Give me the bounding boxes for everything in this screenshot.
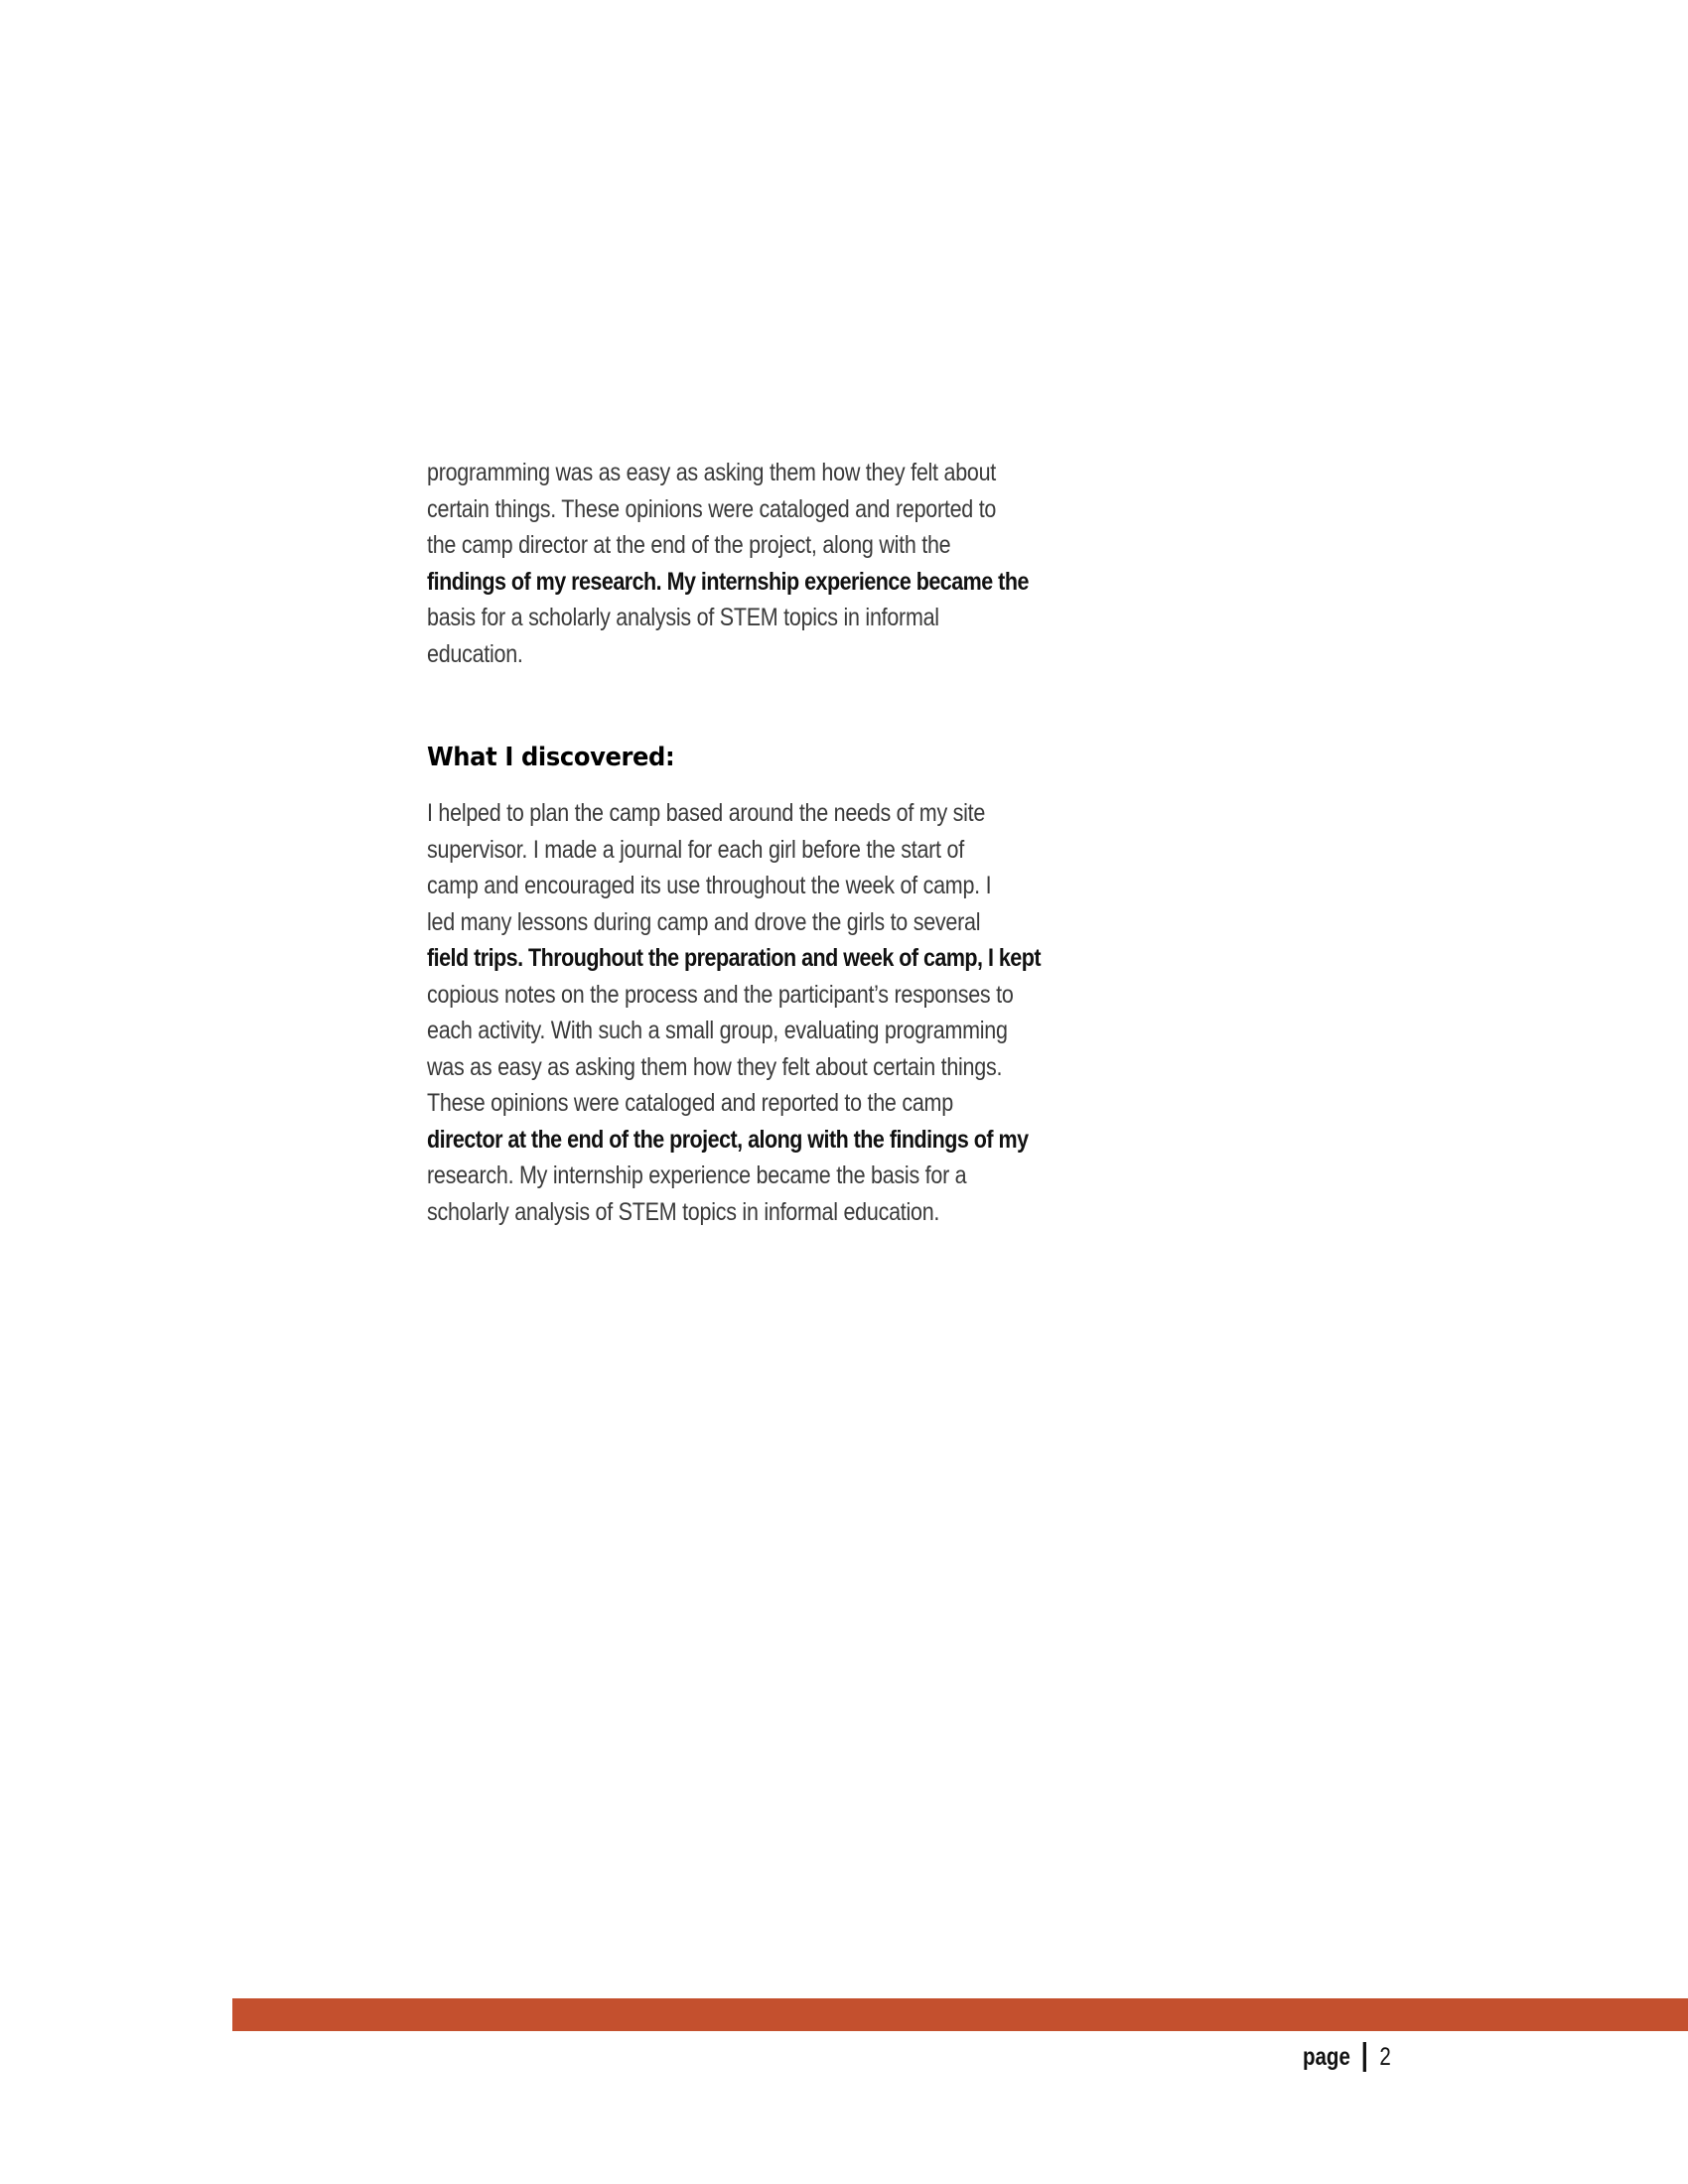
paragraph-continued [427, 455, 1122, 672]
text-line: each activity. With such a small group, evaluating programming [427, 1017, 1008, 1044]
section-heading: What I discovered: [427, 743, 675, 772]
page-number-label [1303, 2042, 1391, 2072]
text-line: copious notes on the process and the participant’s responses to [427, 980, 1014, 1009]
text-line: the camp director at the end of the project, along with the [427, 531, 951, 559]
text-line: scholarly analysis of STEM topics in informal education. [427, 1197, 940, 1226]
paragraph-continued-text [427, 455, 1122, 672]
page-separator [1363, 2042, 1366, 2072]
text-line: camp and encouraged its use throughout the week of camp. I [427, 872, 992, 899]
page-word: page [1303, 2042, 1350, 2071]
text-line: basis for a scholarly analysis of STEM topics in informal [427, 604, 939, 631]
page-number: 2 [1379, 2042, 1391, 2071]
text-line: programming was as easy as asking them how they felt about [427, 459, 997, 486]
text-line: director at the end of the project, along with the findings of my [427, 1125, 1029, 1154]
text-line: research. My internship experience became the basis for a [427, 1161, 967, 1189]
paragraph-discovered-text [427, 795, 1122, 1230]
text-line: education. [427, 639, 523, 668]
text-line: certain things. These opinions were cataloged and reported to [427, 494, 997, 523]
text-line: supervisor. I made a journal for each girl before the start of [427, 835, 964, 864]
text-line: These opinions were cataloged and reported to the camp [427, 1089, 953, 1117]
text-line: findings of my research. My internship experience became the [427, 567, 1029, 596]
text-line: led many lessons during camp and drove the girls to several [427, 907, 981, 936]
footer-accent-bar [232, 1998, 1688, 2031]
text-line: field trips. Throughout the preparation and week of camp, I kept [427, 944, 1042, 972]
paragraph-discovered [427, 795, 1122, 1230]
text-line: I helped to plan the camp based around the needs of my site [427, 799, 986, 827]
text-line: was as easy as asking them how they felt about certain things. [427, 1052, 1003, 1081]
